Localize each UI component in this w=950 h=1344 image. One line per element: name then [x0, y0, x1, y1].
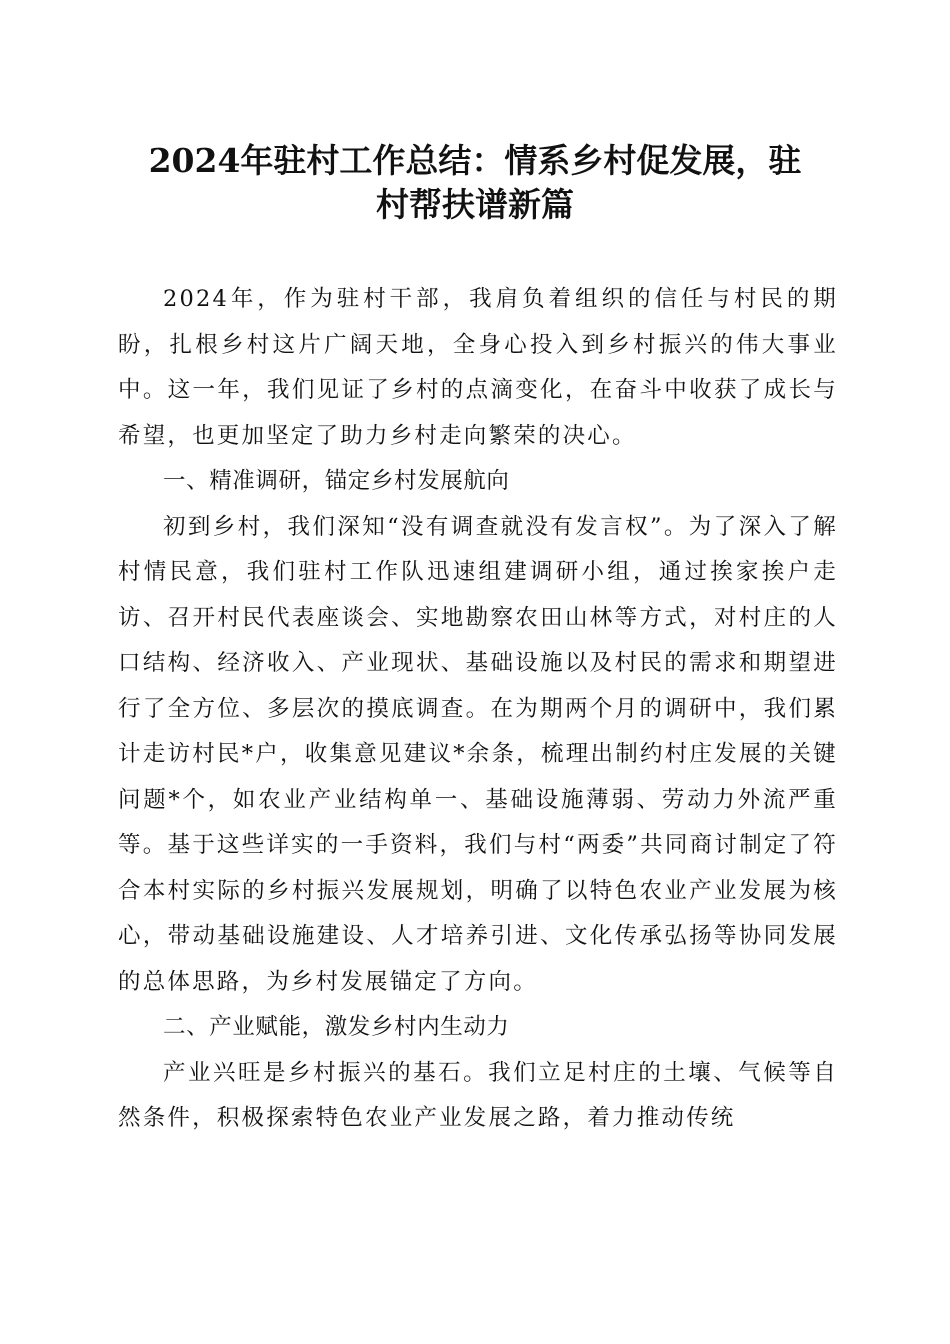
intro-paragraph: 2024年，作为驻村干部，我肩负着组织的信任与村民的期盼，扎根乡村这片广阔天地，全身心投入到乡村振兴的伟大事业中。这一年，我们见证了乡村的点滴变化，在奋斗中收获了成长与希望，也更加坚定了助力乡村走向繁荣的决心。: [118, 286, 838, 449]
document-title-line-2: 村帮扶谱新篇: [376, 185, 574, 224]
document-title-line-1: 2024年驻村工作总结：情系乡村促发展，驻: [148, 141, 802, 180]
section-1-paragraph: 初到乡村，我们深知“没有调查就没有发言权”。为了深入了解村情民意，我们驻村工作队迅速组建调研小组，通过挨家挨户走访、召开村民代表座谈会、实地勘察农田山林等方式，对村庄的人口结构、经济收入、产业现状、基础设施以及村民的需求和期望进行了全方位、多层次的摸底调查。在为期两个月的调研中，我们累计走访村民*户，收集意见建议*余条，梳理出制约村庄发展的关键问题*个，如农业产业结构单一、基础设施薄弱、劳动力外流严重等。基于这些详实的一手资料，我们与村“两委”共同商讨制定了符合本村实际的乡村振兴发展规划，明确了以特色农业产业发展为核心，带动基础设施建设、人才培养引进、文化传承弘扬等协同发展的总体思路，为乡村发展锚定了方向。: [118, 513, 838, 995]
document-body: [118, 277, 838, 1142]
section-2-paragraph: 产业兴旺是乡村振兴的基石。我们立足村庄的土壤、气候等自然条件，积极探索特色农业产业发展之路，着力推动传统: [118, 1059, 838, 1131]
section-2-heading: 二、产业赋能，激发乡村内生动力: [163, 1014, 510, 1040]
section-1-heading: 一、精准调研，锚定乡村发展航向: [163, 468, 510, 494]
